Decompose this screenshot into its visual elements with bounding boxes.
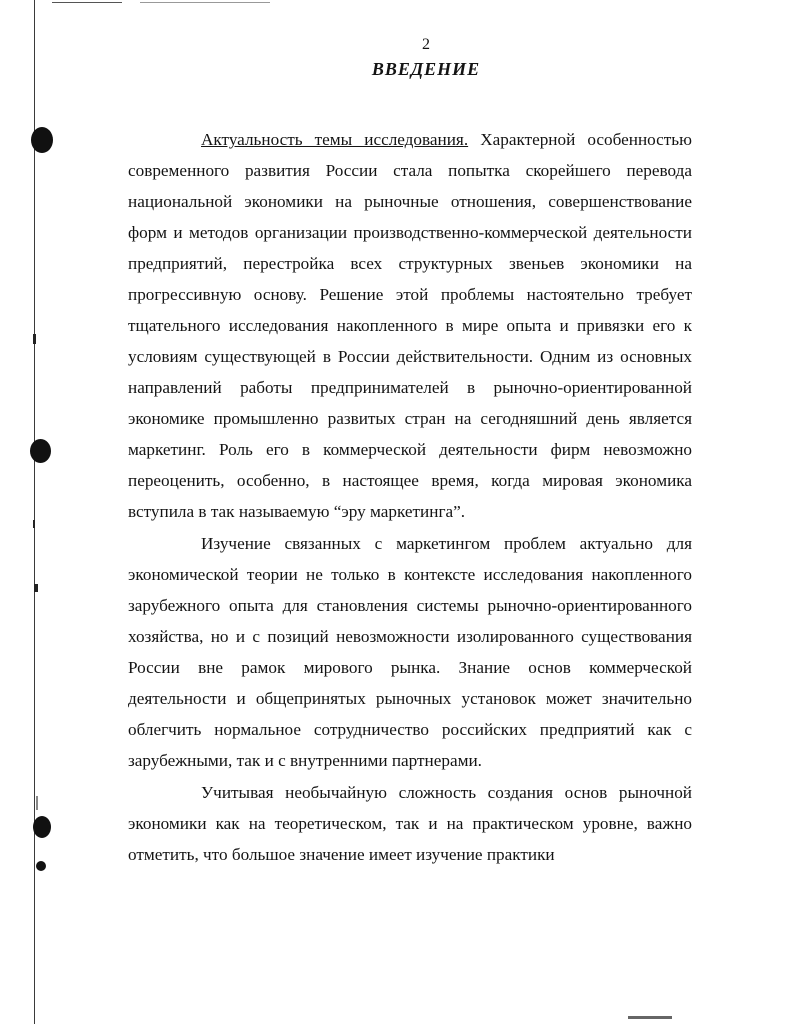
paragraph-text: Характерной особенностью современного развития России стала попытка скорейшего перевода национальной экономики на рыночные отношения, совершенствование форм и методов организации производственно-коммерческой деятельности предприятий, перестройка всех структурных звеньев экономики на прогрессивную основу. Решение этой проблемы настоятельно требует тщательного исследования накопленного в мире опыта и привязки его к условиям существующей в России действительности. Одним из основных направлений работы предпринимателей в рыночно-ориентированной экономике промышленно развитых стран на сегодняшний день является маркетинг. Роль его в коммерческой деятельности фирм невозможно переоценить, особенно, в настоящее время, когда мировая экономика вступила в так называемую “эру маркетинга”.: [128, 130, 692, 521]
punch-hole: [31, 127, 53, 153]
punch-hole: [36, 861, 46, 871]
paragraph: [128, 777, 692, 870]
scan-corner-mark: [628, 1016, 672, 1019]
paragraph: [128, 124, 692, 527]
page-number: 2: [422, 36, 430, 53]
page-heading: ВВЕДЕНИЕ: [371, 59, 481, 79]
topic-relevance-lead: Актуальность темы исследования.: [201, 130, 469, 149]
punch-hole: [33, 816, 51, 838]
scan-speck: [36, 796, 38, 810]
scan-top-line: [140, 2, 270, 3]
scan-top-line: [52, 2, 122, 3]
scan-left-edge: [34, 0, 35, 1024]
scan-speck: [34, 584, 38, 592]
document-body: [128, 124, 692, 870]
paragraph: [128, 528, 692, 776]
paragraph-text: Изучение связанных с маркетингом проблем актуально для экономической теории не только в контексте исследования накопленного зарубежного опыта для становления системы рыночно-ориентированного хозяйства, но и с позиций невозможности изолированного существования России вне рамок мирового рынка. Знание основ коммерческой деятельности и общепринятых рыночных установок может значительно облегчить нормальное сотрудничество российских предприятий как с зарубежными, так и с внутренними партнерами.: [128, 534, 692, 770]
paragraph-text: Учитывая необычайную сложность создания основ рыночной экономики как на теоретическом, так и на практическом уровне, важно отметить, что большое значение имеет изучение практики: [128, 783, 692, 864]
scan-speck: [33, 334, 36, 344]
scan-speck: [33, 520, 35, 528]
punch-hole: [30, 439, 51, 463]
